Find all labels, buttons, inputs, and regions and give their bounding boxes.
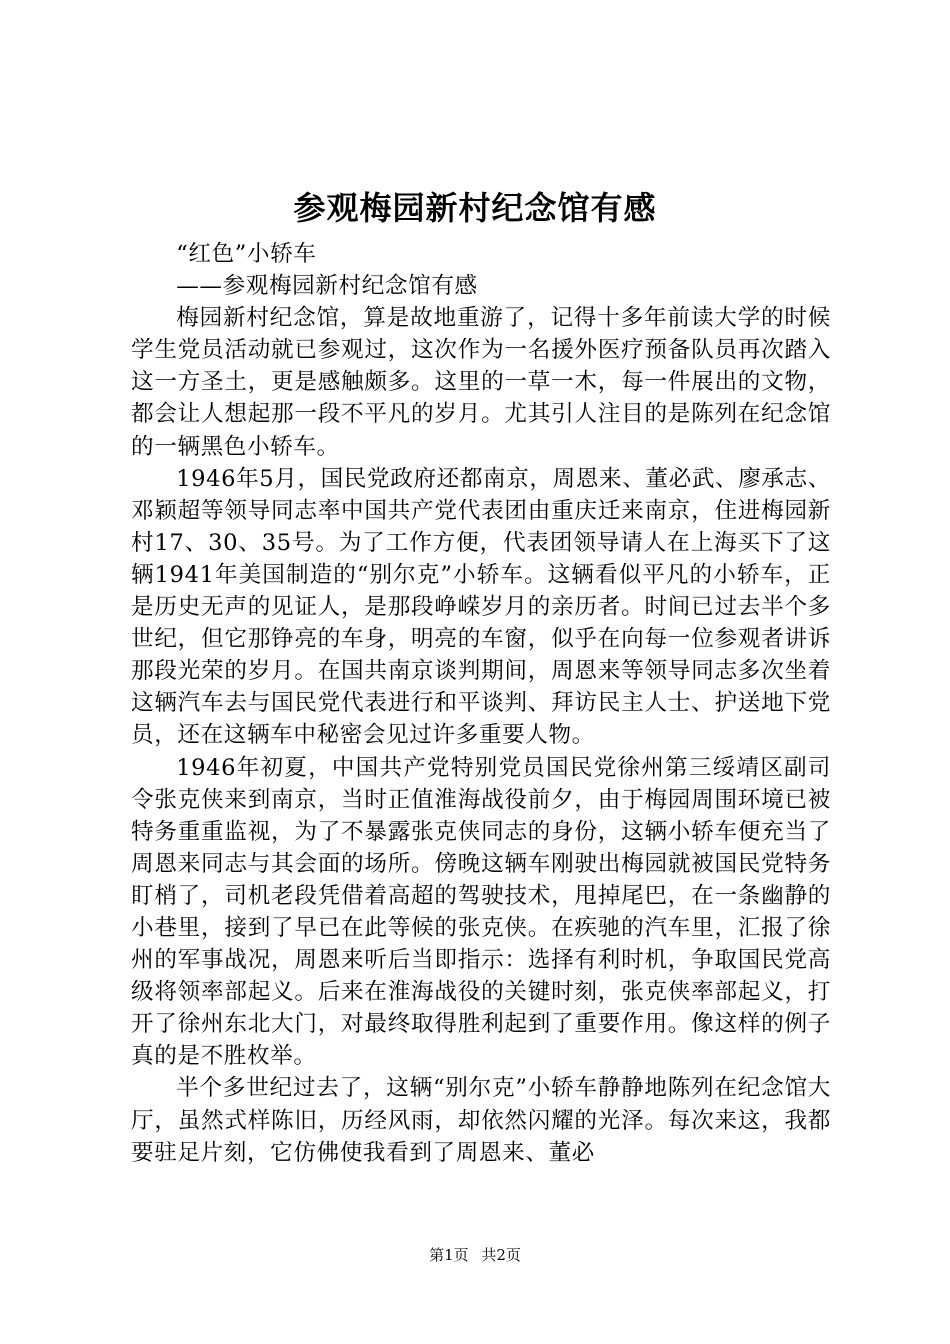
subtitle: “红色”小轿车 (176, 241, 317, 267)
page-title: 参观梅园新村纪念馆有感 (293, 189, 657, 227)
subtitle-secondary: ——参观梅园新村纪念馆有感 (176, 273, 478, 300)
paragraph-3: 1946年初夏，中国共产党特别党员国民党徐州第三绥靖区副司令张克侠来到南京，当时正值淮海战役前夕，由于梅园周围环境已被特务重重监视，为了不暴露张克侠同志的身份，这辆小轿车便充当了周恩来同志与其会面的场所。傍晚这辆车刚驶出梅园就被国民党特务盯梢了，司机老段凭借着高超的驾驶技术，甩掉尾巴，在一条幽静的小巷里，接到了早已在此等候的张克侠。在疾驰的汽车里，汇报了徐州的军事战况，周恩来听后当即指示：选择有利时机，争取国民党高级将领率部起义。后来在淮海战役的关键时刻，张克侠率部起义，打开了徐州东北大门，对最终取得胜利起到了重要作用。像这样的例子真的是不胜枚举。 (131, 754, 831, 1070)
page-total: 共2页 (481, 1246, 521, 1264)
document-body (131, 238, 831, 1169)
paragraph-1: 梅园新村纪念馆，算是故地重游了，记得十多年前读大学的时候学生党员活动就已参观过，这次作为一名援外医疗预备队员再次踏入这一方圣土，更是感触颇多。这里的一草一木，每一件展出的文物，都会让人想起那一段不平凡的岁月。尤其引人注目的是陈列在纪念馆的一辆黑色小轿车。 (131, 305, 831, 460)
page-footer (0, 1245, 950, 1265)
paragraph-2: 1946年5月，国民党政府还都南京，周恩来、董必武、廖承志、邓颖超等领导同志率中国共产党代表团由重庆迁来南京，住进梅园新村17、30、35号。为了工作方便，代表团领导请人在上海买下了这辆1941年美国制造的“别尔克”小轿车。这辆看似平凡的小轿车，正是历史无声的见证人，是那段峥嵘岁月的亲历者。时间已过去半个多世纪，但它那铮亮的车身，明亮的车窗，似乎在向每一位参观者讲诉那段光荣的岁月。在国共南京谈判期间，周恩来等领导同志多次坐着这辆汽车去与国民党代表进行和平谈判、拜访民主人士、护送地下党员，还在这辆车中秘密会见过许多重要人物。 (131, 465, 831, 749)
page-number: 第1页 (429, 1246, 469, 1264)
paragraph-4: 半个多世纪过去了，这辆“别尔克”小轿车静静地陈列在纪念馆大厅，虽然式样陈旧，历经风雨，却依然闪耀的光泽。每次来这，我都要驻足片刻，它仿佛使我看到了周恩来、董必 (131, 1075, 831, 1166)
